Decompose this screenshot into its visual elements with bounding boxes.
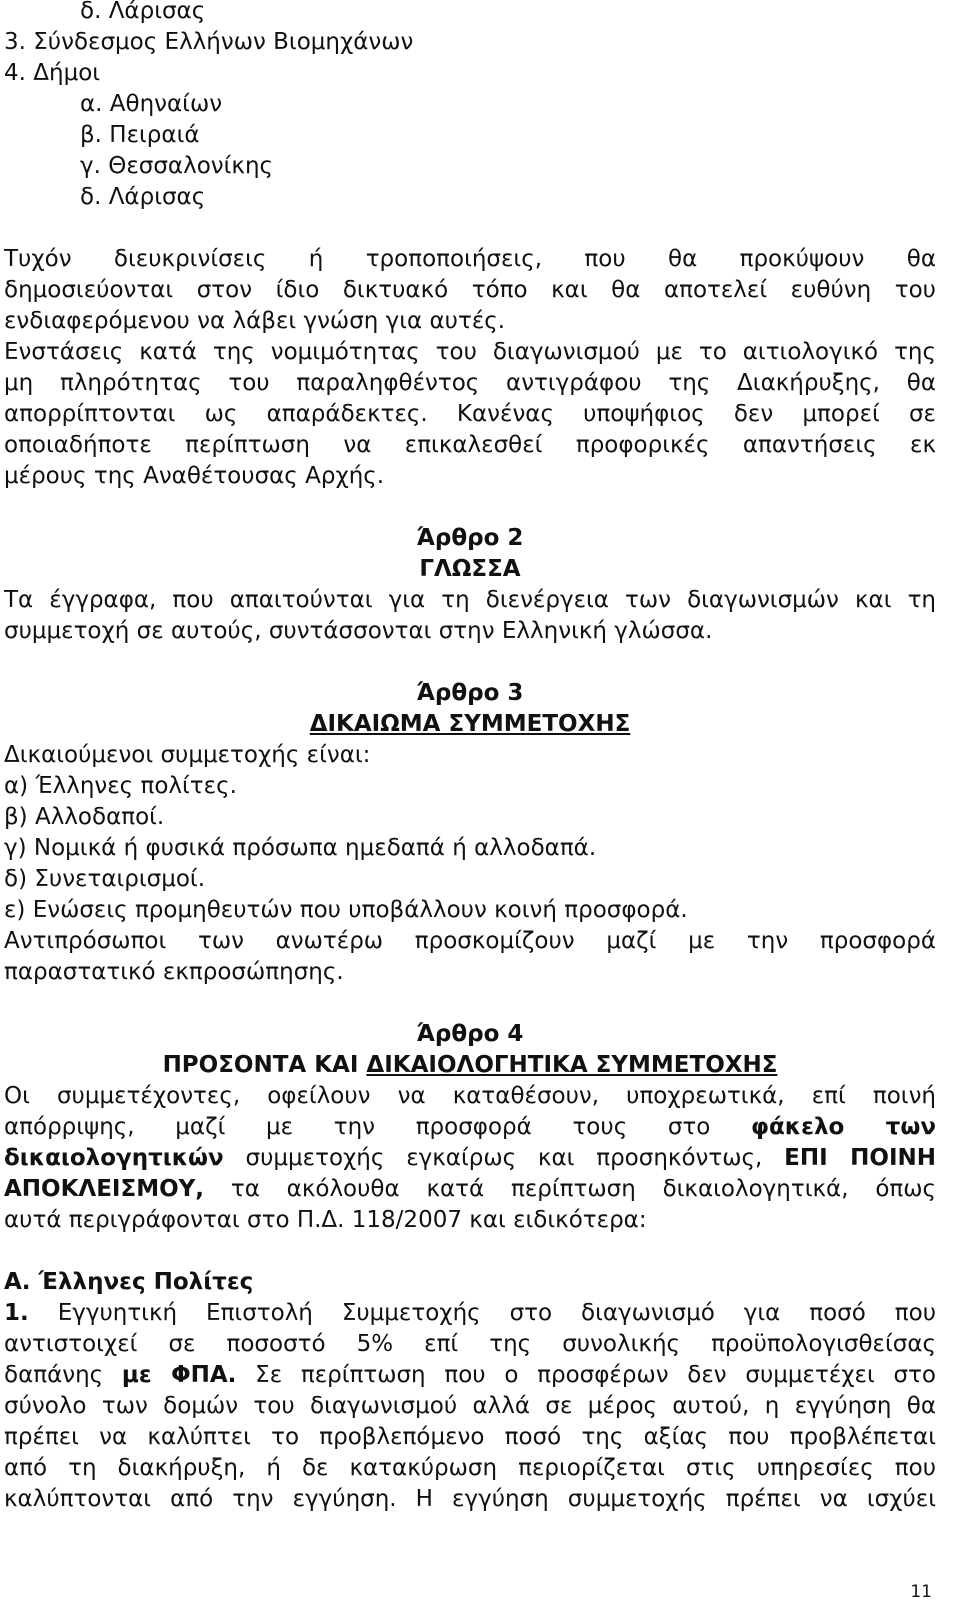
- paragraph-line: παραστατικό εκπροσώπησης.: [4, 959, 344, 985]
- paragraph-line: [4, 1174, 936, 1205]
- list-item: δ) Συνεταιρισμοί.: [4, 866, 206, 892]
- list-item: δ. Λάρισας: [80, 0, 206, 24]
- list-item: α) Έλληνες πολίτες.: [4, 773, 237, 799]
- paragraph-line: Δικαιούμενοι συμμετοχής είναι:: [4, 742, 371, 768]
- article-title-text: [163, 1052, 778, 1078]
- paragraph-line: Ενστάσεις κατά της νομιμότητας του διαγωνισμού με το αιτιολογικό της: [4, 339, 936, 365]
- text-run: Εγγυητική Επιστολή Συμμετοχής στο διαγωνισμό για ποσό που: [28, 1300, 936, 1326]
- list-item: 3. Σύνδεσμος Ελλήνων Βιομηχάνων: [4, 29, 414, 55]
- section-heading: [4, 1267, 936, 1298]
- list-item: γ) Νομικά ή φυσικά πρόσωπα ημεδαπά ή αλλοδαπά.: [4, 835, 597, 861]
- paragraph-line: από τη διακήρυξη, ή δε κατακύρωση περιορίζεται στις υπηρεσίες που: [4, 1455, 936, 1481]
- paragraph-line: ενδιαφερόμενου να λάβει γνώση για αυτές.: [4, 308, 506, 334]
- page-number: 11: [910, 1582, 932, 1602]
- article-number: Άρθρο 4: [416, 1021, 524, 1047]
- bold-text: φάκελο των: [751, 1114, 937, 1140]
- paragraph-line: συμμετοχή σε αυτούς, συντάσσονται στην Ελληνική γλώσσα.: [4, 618, 713, 644]
- list-item: 4. Δήμοι: [4, 60, 101, 86]
- paragraph-line: πρέπει να καλύπτει το προβλεπόμενο ποσό της αξίας που προβλέπεται: [4, 1424, 936, 1450]
- paragraph-line: [4, 1360, 936, 1391]
- bold-text: ΑΠΟΚΛΕΙΣΜΟΥ,: [4, 1176, 205, 1202]
- bold-text: ΕΠΙ ΠΟΙΝΗ: [784, 1145, 936, 1171]
- paragraph-line: [4, 1298, 936, 1329]
- article-title: ΔΙΚΑΙΩΜΑ ΣΥΜΜΕΤΟΧΗΣ: [309, 711, 631, 737]
- article-number: Άρθρο 2: [416, 525, 524, 551]
- text-run: Σε περίπτωση που ο προσφέρων δεν συμμετέχει στο: [236, 1362, 936, 1388]
- paragraph-line: Οι συμμετέχοντες, οφείλουν να καταθέσουν, υποχρεωτικά, επί ποινή: [4, 1083, 936, 1109]
- paragraph-line: οποιαδήποτε περίπτωση να επικαλεσθεί προφορικές απαντήσεις εκ: [4, 432, 936, 458]
- text-run: δαπάνης: [4, 1362, 122, 1388]
- title-run: ΠΡΟΣΟΝΤΑ ΚΑΙ: [162, 1052, 367, 1078]
- paragraph-line: [4, 1112, 936, 1143]
- paragraph-line: απορρίπτονται ως απαράδεκτες. Κανένας υποψήφιος δεν μπορεί σε: [4, 401, 936, 427]
- bold-text: με ΦΠΑ.: [121, 1362, 237, 1388]
- paragraph-line: μέρους της Αναθέτουσας Αρχής.: [4, 463, 385, 489]
- paragraph-line: μη πληρότητας του παραληφθέντος αντιγράφου της Διακήρυξης, θα: [4, 370, 936, 396]
- bold-text: Α. Έλληνες Πολίτες: [4, 1269, 254, 1295]
- list-item: δ. Λάρισας: [80, 184, 206, 210]
- list-item: γ. Θεσσαλονίκης: [80, 153, 274, 179]
- bold-text: 1.: [4, 1300, 29, 1326]
- text-run: απόρριψης, μαζί με την προσφορά τους στο: [4, 1114, 752, 1140]
- paragraph-line: δημοσιεύονται στον ίδιο δικτυακό τόπο και θα αποτελεί ευθύνη του: [4, 277, 936, 303]
- text-run: τα ακόλουθα κατά περίπτωση δικαιολογητικά, όπως: [204, 1176, 936, 1202]
- list-item: β. Πειραιά: [80, 122, 200, 148]
- text-run: συμμετοχής εγκαίρως και προσηκόντως,: [223, 1145, 785, 1171]
- list-item: α. Αθηναίων: [80, 91, 223, 117]
- article-title: [4, 1050, 936, 1081]
- article-number: Άρθρο 3: [416, 680, 524, 706]
- paragraph-line: Τα έγγραφα, που απαιτούνται για τη διενέργεια των διαγωνισμών και τη: [4, 587, 936, 613]
- article-title: ΓΛΩΣΣΑ: [419, 556, 521, 582]
- paragraph-line: αντιστοιχεί σε ποσοστό 5% επί της συνολικής προϋπολογισθείσας: [4, 1331, 936, 1357]
- paragraph-line: [4, 1143, 936, 1174]
- list-item: ε) Ενώσεις προμηθευτών που υποβάλλουν κοινή προσφορά.: [4, 897, 688, 923]
- paragraph-line: Αντιπρόσωποι των ανωτέρω προσκομίζουν μαζί με την προσφορά: [4, 928, 936, 954]
- paragraph-line: αυτά περιγράφονται στο Π.Δ. 118/2007 και ειδικότερα:: [4, 1207, 647, 1233]
- paragraph-line: καλύπτονται από την εγγύηση. Η εγγύηση συμμετοχής πρέπει να ισχύει: [4, 1486, 936, 1512]
- title-run-underlined: ΔΙΚΑΙΟΛΟΓΗΤΙΚΑ ΣΥΜΜΕΤΟΧΗΣ: [366, 1052, 778, 1078]
- paragraph-line: Τυχόν διευκρινίσεις ή τροποποιήσεις, που θα προκύψουν θα: [4, 246, 936, 272]
- list-item: β) Αλλοδαποί.: [4, 804, 165, 830]
- paragraph-line: σύνολο των δομών του διαγωνισμού αλλά σε μέρος αυτού, η εγγύηση θα: [4, 1393, 936, 1419]
- bold-text: δικαιολογητικών: [4, 1145, 224, 1171]
- document-page: [4, 0, 936, 1515]
